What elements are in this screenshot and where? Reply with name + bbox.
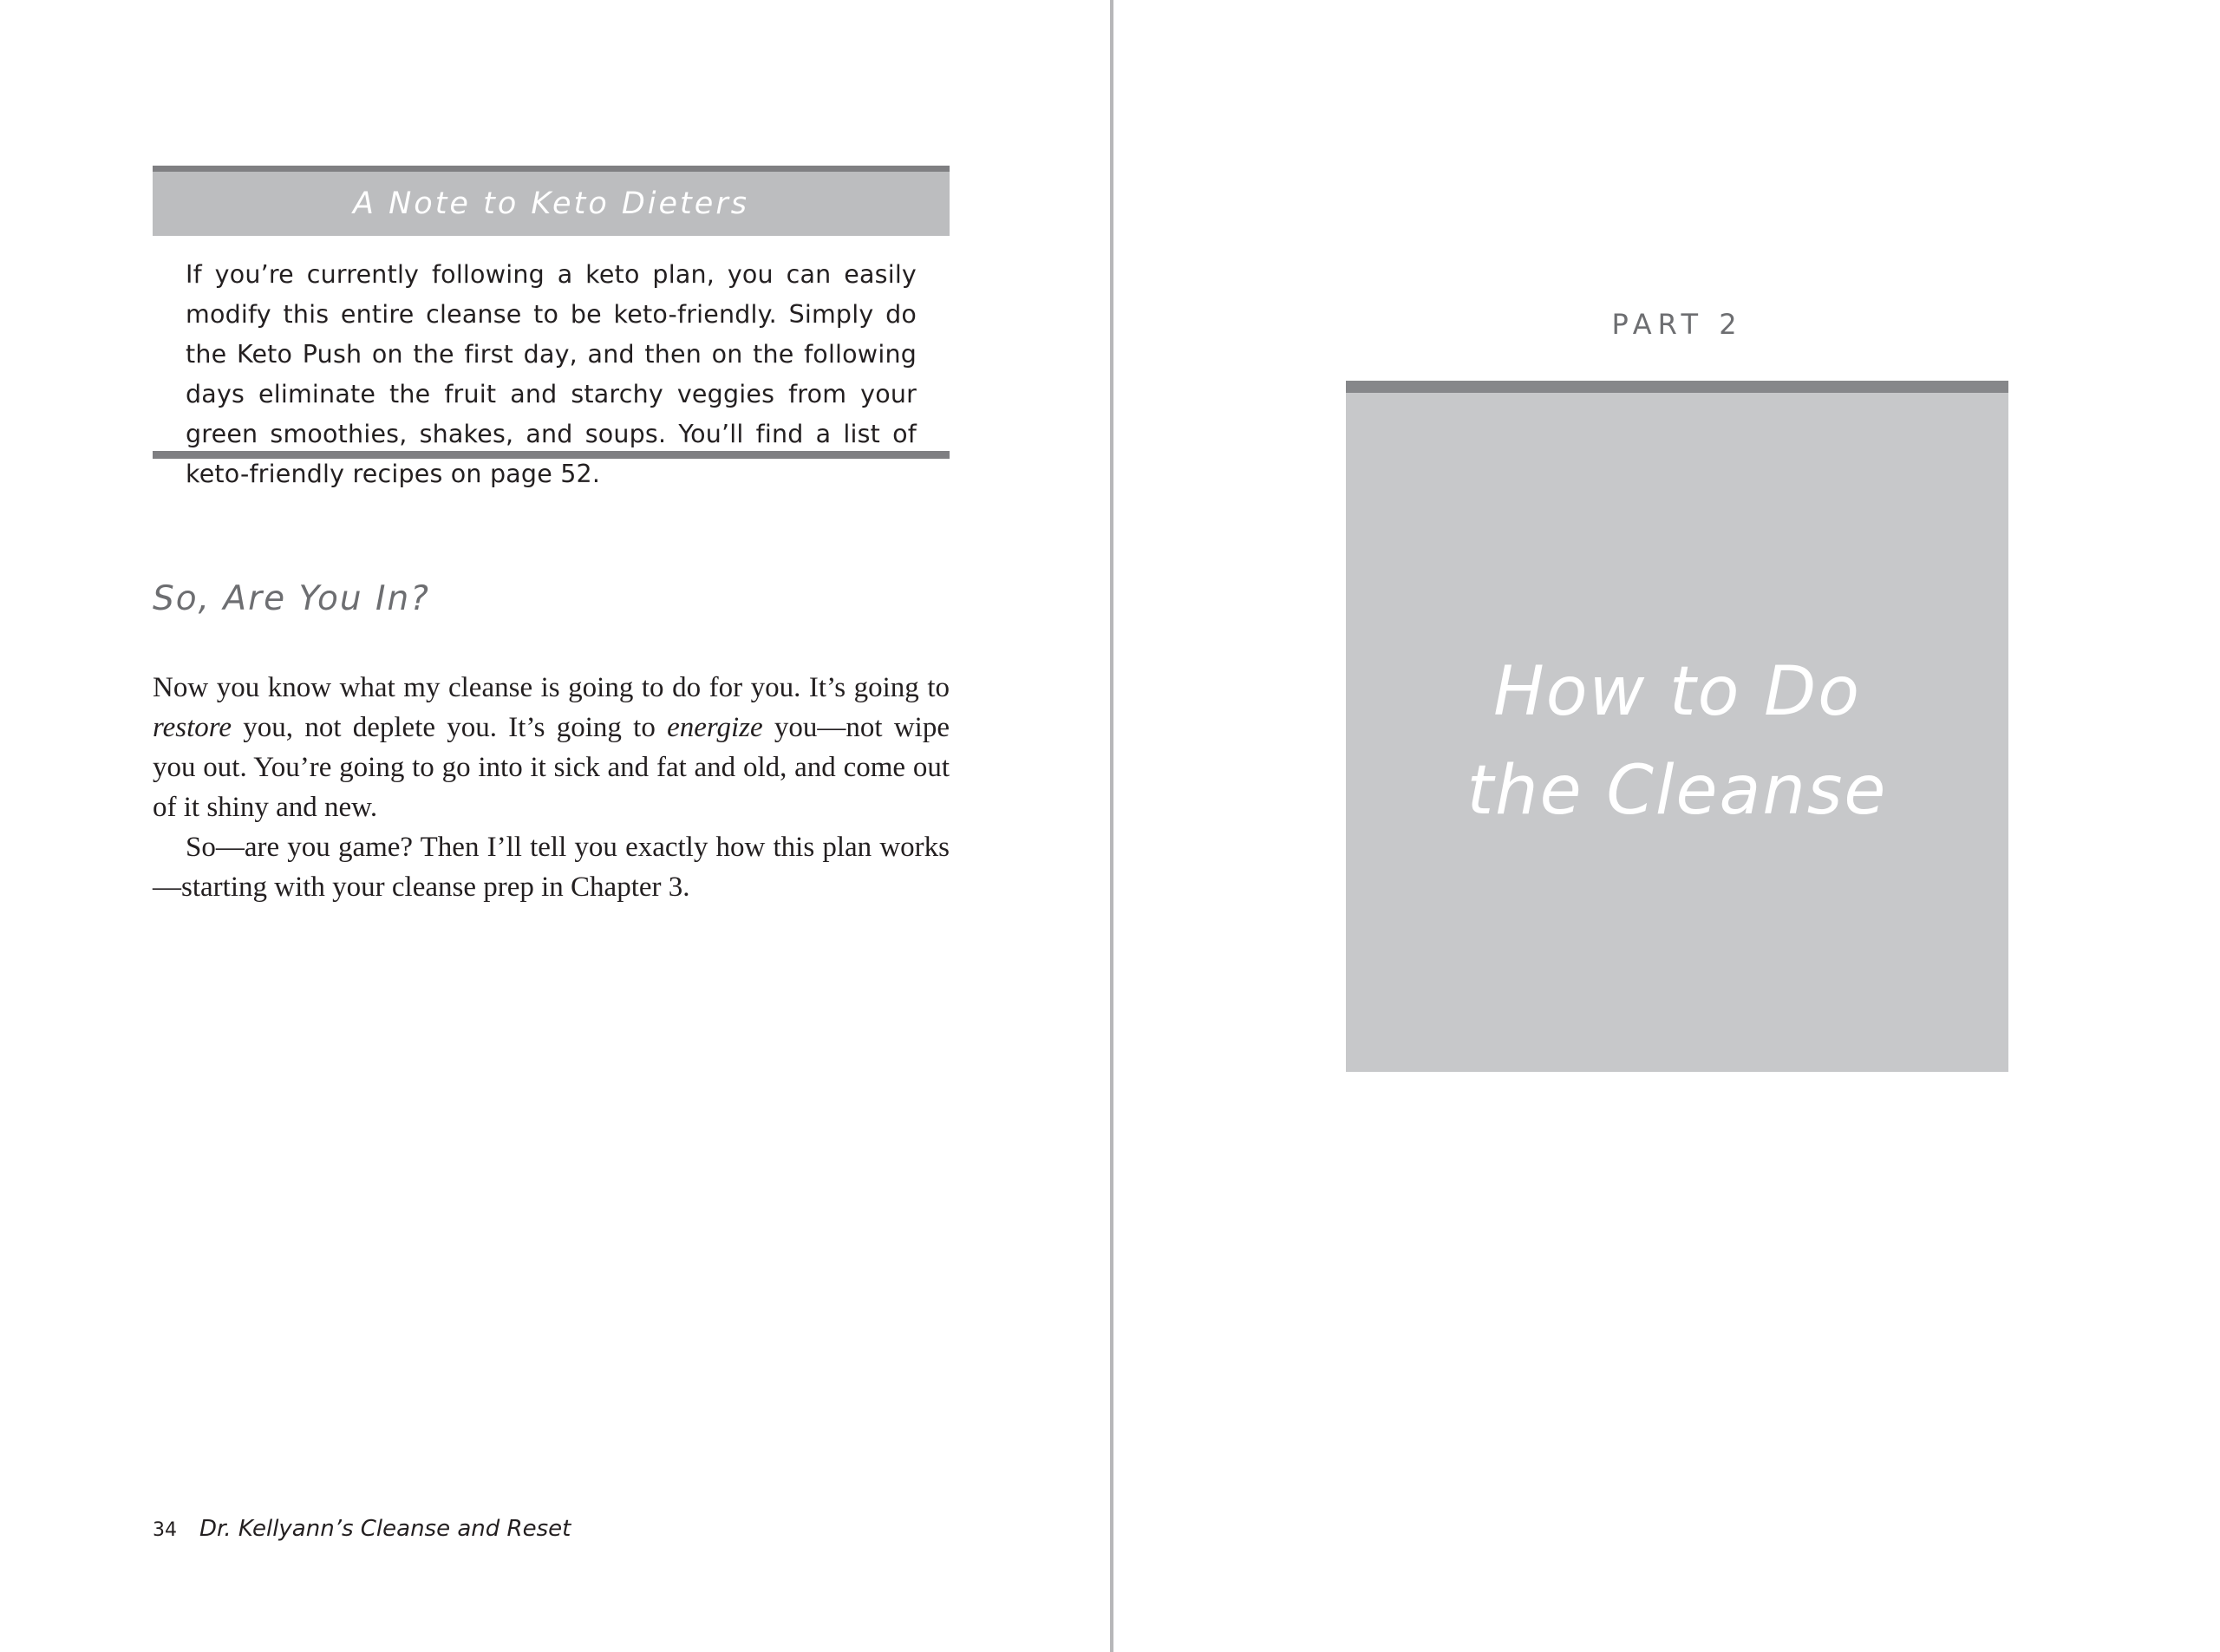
part-title-box xyxy=(1346,381,2008,1072)
paragraph-text: you, not deplete you. It’s going to xyxy=(232,712,668,743)
sidebar-top-rule xyxy=(153,166,950,172)
emphasis-restore: restore xyxy=(153,712,232,743)
page-number: 34 xyxy=(153,1519,177,1541)
part-title-line: the Cleanse xyxy=(1466,752,1888,830)
page-spine-divider xyxy=(1110,0,1113,1652)
body-text xyxy=(153,668,950,907)
section-heading: So, Are You In? xyxy=(153,579,430,618)
paragraph xyxy=(153,668,950,827)
sidebar-line: and starchy veggies from your green smoothies, shakes, and xyxy=(186,380,917,448)
paragraph-text: you—not wipe you out. You’re going to go into it sick and fat and old, and come out of it shiny and new. xyxy=(153,712,950,823)
part-title-line: How to Do xyxy=(1493,653,1861,731)
keto-note-sidebar xyxy=(153,166,950,488)
page-footer xyxy=(153,1516,571,1542)
part-box-top-rule xyxy=(1346,381,2008,393)
sidebar-line: on the first day, and then on the following days eliminate the fruit xyxy=(186,340,917,408)
sidebar-line: If you’re currently following a keto plan, you can easily modify xyxy=(186,260,917,329)
paragraph-text: Now you know what my cleanse is going to do for you. It’s going to xyxy=(153,672,950,703)
emphasis-energize: energize xyxy=(667,712,763,743)
running-head: Dr. Kellyann’s Cleanse and Reset xyxy=(199,1516,571,1542)
sidebar-line: this entire cleanse to be keto-friendly. Simply do the Keto Push xyxy=(186,300,917,369)
sidebar-line: soups. You’ll find a list of keto-friendly recipes on page 52. xyxy=(186,420,917,488)
part-label: PART 2 xyxy=(1611,308,1743,341)
sidebar-title: A Note to Keto Dieters xyxy=(153,172,950,236)
part-title xyxy=(1346,643,2008,840)
paragraph: So—are you game? Then I’ll tell you exactly how this plan works—starting with your cleanse prep in Chapter 3. xyxy=(153,832,950,903)
sidebar-text xyxy=(153,236,950,488)
